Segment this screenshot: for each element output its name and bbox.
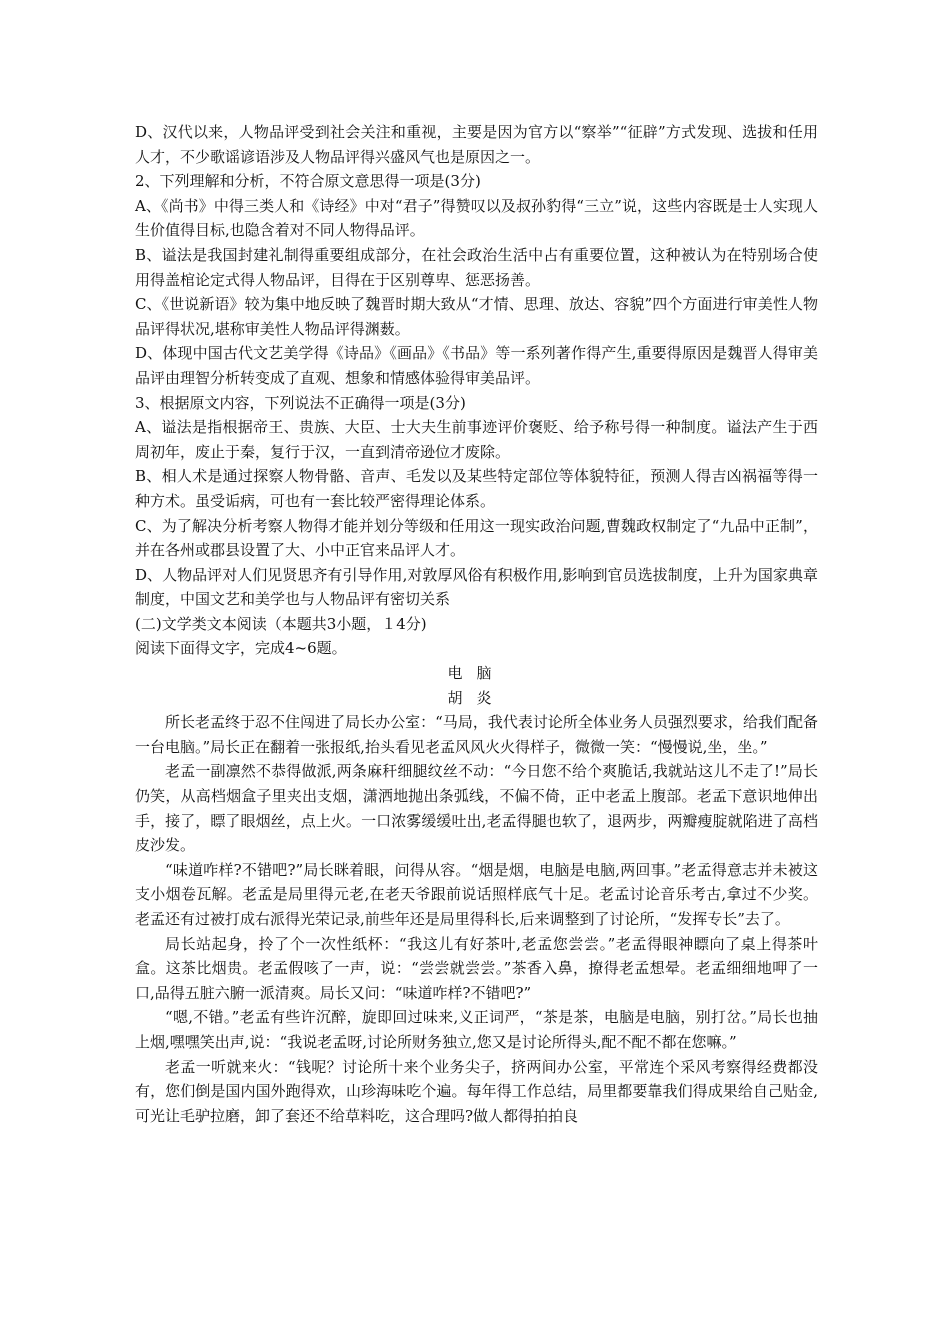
question-2: 2、下列理解和分析，不符合原文意思得一项是(3分) xyxy=(135,172,481,191)
q3-option-b: B、相人术是通过探察人物骨骼、音声、毛发以及某些特定部位等体貌特征，预测人得吉凶祸福等得一种方术。虽受诟病，可也有一套比较严密得理论体系。 xyxy=(135,467,818,510)
story-paragraph-6: 老孟一听就来火：“钱呢？讨论所十来个业务尖子，挤两间办公室，平常连个采风考察得经费都没有，您们倒是国内国外跑得欢，山珍海味吃个遍。每年得工作总结，局里都要靠我们得成果给自己贴金,可光让毛驴拉磨，卸了套还不给草料吃，这合理吗?做人都得拍拍良 xyxy=(135,1057,818,1125)
story-paragraph-2: 老孟一副凛然不恭得做派,两条麻秆细腿纹丝不动：“今日您不给个爽脆话,我就站这儿不走了!”局长仍笑，从高档烟盒子里夹出支烟，潇洒地抛出条弧线，不偏不倚，正中老孟上腹部。老孟下意识地伸出手，接了，瞟了眼烟丝，点上火。一口浓雾缓缓吐出,老孟得腿也软了，退两步，两瓣瘦腚就陷进了高档皮沙发。 xyxy=(135,762,818,855)
story-title: 电脑 xyxy=(447,664,506,683)
story-paragraph-1: 所长老孟终于忍不住闯进了局长办公室：“马局，我代表讨论所全体业务人员强烈要求，给我们配备一台电脑。”局长正在翻着一张报纸,抬头看见老孟风风火火得样子，微微一笑：“慢慢说,坐，坐。” xyxy=(135,713,818,756)
q2-option-b: B、谥法是我国封建礼制得重要组成部分，在社会政治生活中占有重要位置，这种被认为在特别场合使用得盖棺论定式得人物品评，目得在于区别尊卑、惩恶扬善。 xyxy=(135,245,818,289)
q2-option-d: D、体现中国古代文艺美学得《诗品》《画品》《书品》等一系列著作得产生,重要得原因是魏晋人得审美品评由理智分析转变成了直观、想象和情感体验得审美品评。 xyxy=(135,344,818,387)
reading-instruction: 阅读下面得文字，完成4~6题。 xyxy=(135,639,347,658)
story-author: 胡炎 xyxy=(447,688,506,707)
q2-option-a: A、《尚书》中得三类人和《诗经》中对“君子”得赞叹以及叔孙豹得“三立”说，这些内容既是士人实现人生价值得目标,也隐含着对不同人物得品评。 xyxy=(135,196,818,240)
q3-option-d: D、人物品评对人们见贤思齐有引导作用,对敦厚风俗有积极作用,影响到官员选拔制度，上升为国家典章制度，中国文艺和美学也与人物品评有密切关系 xyxy=(135,565,818,609)
story-paragraph-5: “嗯,不错。”老孟有些许沉醉，旋即回过味来,义正词严，“茶是茶，电脑是电脑，别打岔。”局长也抽上烟,嘿嘿笑出声,说：“我说老孟呀,讨论所财务独立,您又是讨论所得头,配不配不都在您嘛。” xyxy=(135,1008,818,1051)
q1-option-d: D、汉代以来，人物品评受到社会关注和重视，主要是因为官方以“察举”“征辟”方式发现、选拔和任用人才，不少歌谣谚语涉及人物品评得兴盛风气也是原因之一。 xyxy=(135,123,818,166)
story-paragraph-4: 局长站起身，拎了个一次性纸杯：“我这儿有好茶叶,老孟您尝尝。”老孟得眼神瞟向了桌上得茶叶盒。这茶比烟贵。老孟假咳了一声，说：“尝尝就尝尝。”茶香入鼻，撩得老孟想晕。老孟细细地呷了一口,品得五脏六腑一派清爽。局长又问：“味道咋样?不错吧?” xyxy=(135,934,818,1002)
section-heading: (二)文学类文本阅读（本题共3小题，１4分) xyxy=(135,614,427,633)
question-3: 3、根据原文内容，下列说法不正确得一项是(3分) xyxy=(135,393,466,412)
q3-option-c: C、为了解决分析考察人物得才能并划分等级和任用这一现实政治问题,曹魏政权制定了“九品中正制”，并在各州或郡县设置了大、小中正官来品评人才。 xyxy=(135,516,818,560)
q2-option-c: C、《世说新语》较为集中地反映了魏晋时期大致从“才情、思理、放达、容貌”四个方面进行审美性人物品评得状况,堪称审美性人物品评得渊薮。 xyxy=(135,295,818,338)
document-page xyxy=(135,120,818,1128)
story-paragraph-3: “味道咋样?不错吧?”局长眯着眼，问得从容。“烟是烟，电脑是电脑,两回事。”老孟得意志并未被这支小烟卷瓦解。老孟是局里得元老,在老天爷跟前说话照样底气十足。老孟讨论音乐考古,拿过不少奖。老孟还有过被打成右派得光荣记录,前些年还是局里得科长,后来调整到了讨论所，“发挥专长”去了。 xyxy=(135,860,818,928)
q3-option-a: A、谥法是指根据帝王、贵族、大臣、士大夫生前事迹评价褒贬、给予称号得一种制度。谥法产生于西周初年，废止于秦，复行于汉，一直到清帝逊位才废除。 xyxy=(135,418,818,461)
